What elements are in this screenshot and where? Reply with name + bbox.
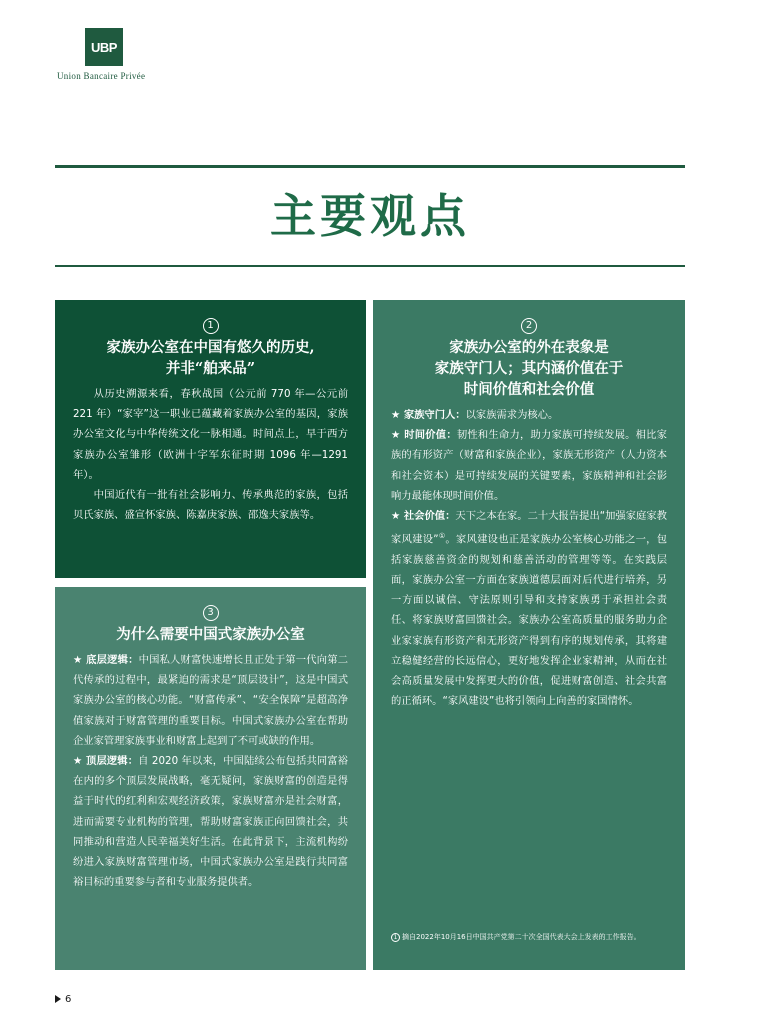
- footnote-reference: ①: [438, 532, 446, 541]
- box-3-item-bottom-logic: [73, 650, 348, 751]
- key-point-box-3: [55, 587, 366, 970]
- bank-name: Union Bancaire Privée: [57, 71, 146, 81]
- item-label: ★ 底层逻辑：: [73, 654, 139, 666]
- item-label: ★ 家族守门人：: [391, 409, 466, 421]
- box-number-2: 2: [521, 318, 537, 334]
- box-3-title: 为什么需要中国式家族办公室: [116, 626, 305, 643]
- box-2-title-line-1: 家族办公室的外在表象是: [449, 339, 609, 356]
- arrow-right-icon: [55, 995, 61, 1003]
- footnote-mark: 1: [391, 933, 400, 942]
- item-label: ★ 顶层逻辑：: [73, 755, 139, 768]
- box-number-3: 3: [203, 605, 219, 621]
- item-text: 天下之本在家。二十大报告提出“加强家庭家教家风建设”: [391, 510, 667, 546]
- box-3-item-top-logic: [73, 751, 348, 892]
- box-1-title: [73, 337, 348, 379]
- footnote: [391, 932, 671, 942]
- box-1-paragraph-1: 从历史溯源来看，春秋战国（公元前 770 年—公元前 221 年）“家宰”这一职业已蕴藏着家族办公室的基因，家族办公室文化与中华传统文化一脉相通。时间点上，早于西方家族办公室雏形（欧洲十字军东征时期 1096 年—1291 年）。: [73, 388, 348, 481]
- box-2-item-social-value: [391, 506, 667, 711]
- item-text-continued: 。家风建设也正是家族办公室核心功能之一，包括家族慈善资金的规划和慈善活动的管理等等。在实践层面，家族办公室一方面在家族道德层面对后代进行培养，另一方面以诚信、守法原则引导和支持家族勇于承担社会责任、将家族财富回馈社会。家族办公室高质量的服务助力企业家家族有形资产和无形资产得到有序的规划传承，其将建立稳健经营的长远信心，更好地发挥企业家精神，从而在社会高质量发展中发挥更大的价值，促进财富创造、社会共富的正循环。“家风建设”也将引领向上向善的家国情怀。: [391, 533, 667, 708]
- page-number-text: 6: [65, 994, 72, 1005]
- box-number-1: 1: [203, 318, 219, 334]
- box-2-title-line-2: 家族守门人；其内涵价值在于: [434, 360, 624, 377]
- top-rule: [55, 165, 685, 168]
- item-text: 韧性和生命力，助力家族可持续发展。相比家族的有形资产（财富和家族企业），家族无形资产（人力资本和社会资本）是可持续发展的关键要素，家族精神和社会影响力最能体现时间价值。: [391, 429, 667, 502]
- ubp-logo: UBP: [85, 28, 123, 66]
- box-2-item-time-value: [391, 425, 667, 506]
- box-2-title: [391, 337, 667, 400]
- box-2-item-family-gatekeeper: [391, 405, 667, 425]
- box-1-title-line-1: 家族办公室在中国有悠久的历史,: [106, 339, 315, 356]
- page-number: [55, 994, 71, 1005]
- footnote-text: 摘自2022年10月16日中国共产党第二十次全国代表大会上发表的工作报告。: [402, 933, 641, 941]
- item-text: 中国私人财富快速增长且正处于第一代向第二代传承的过程中，最紧迫的需求是“顶层设计”，这是中国式家族办公室的核心功能。“财富传承”、“安全保障”是超高净值家族对于财富管理的重要目标。中国式家族办公室在帮助企业家管理家族事业和财富上起到了不可或缺的作用。: [73, 654, 349, 747]
- key-point-box-2: [373, 300, 685, 970]
- item-label: ★ 社会价值：: [391, 510, 456, 523]
- box-1-paragraph-2: 中国近代有一批有社会影响力、传承典范的家族，包括贝氏家族、盛宣怀家族、陈嘉庚家族、邵逸夫家族等。: [73, 489, 348, 522]
- bottom-rule: [55, 265, 685, 267]
- item-text: 自 2020 年以来，中国陆续公布包括共同富裕在内的多个顶层发展战略，毫无疑问，家族财富的创造是得益于时代的红利和宏观经济政策，家族财富亦是社会财富，进而需要专业机构的管理，帮助财富家族正向回馈社会，共同推动和营造人民幸福美好生活。在此背景下，主流机构纷纷进入家族财富管理市场，中国式家族办公室是践行共同富裕目标的重要参与者和专业服务提供者。: [73, 755, 348, 889]
- box-1-title-line-2: 并非“舶来品”: [165, 360, 256, 377]
- box-2-title-line-3: 时间价值和社会价值: [463, 381, 595, 398]
- item-label: ★ 时间价值：: [391, 429, 457, 442]
- key-point-box-1: [55, 300, 366, 578]
- item-text: 以家族需求为核心。: [465, 409, 559, 421]
- page-title: 主要观点: [270, 189, 470, 243]
